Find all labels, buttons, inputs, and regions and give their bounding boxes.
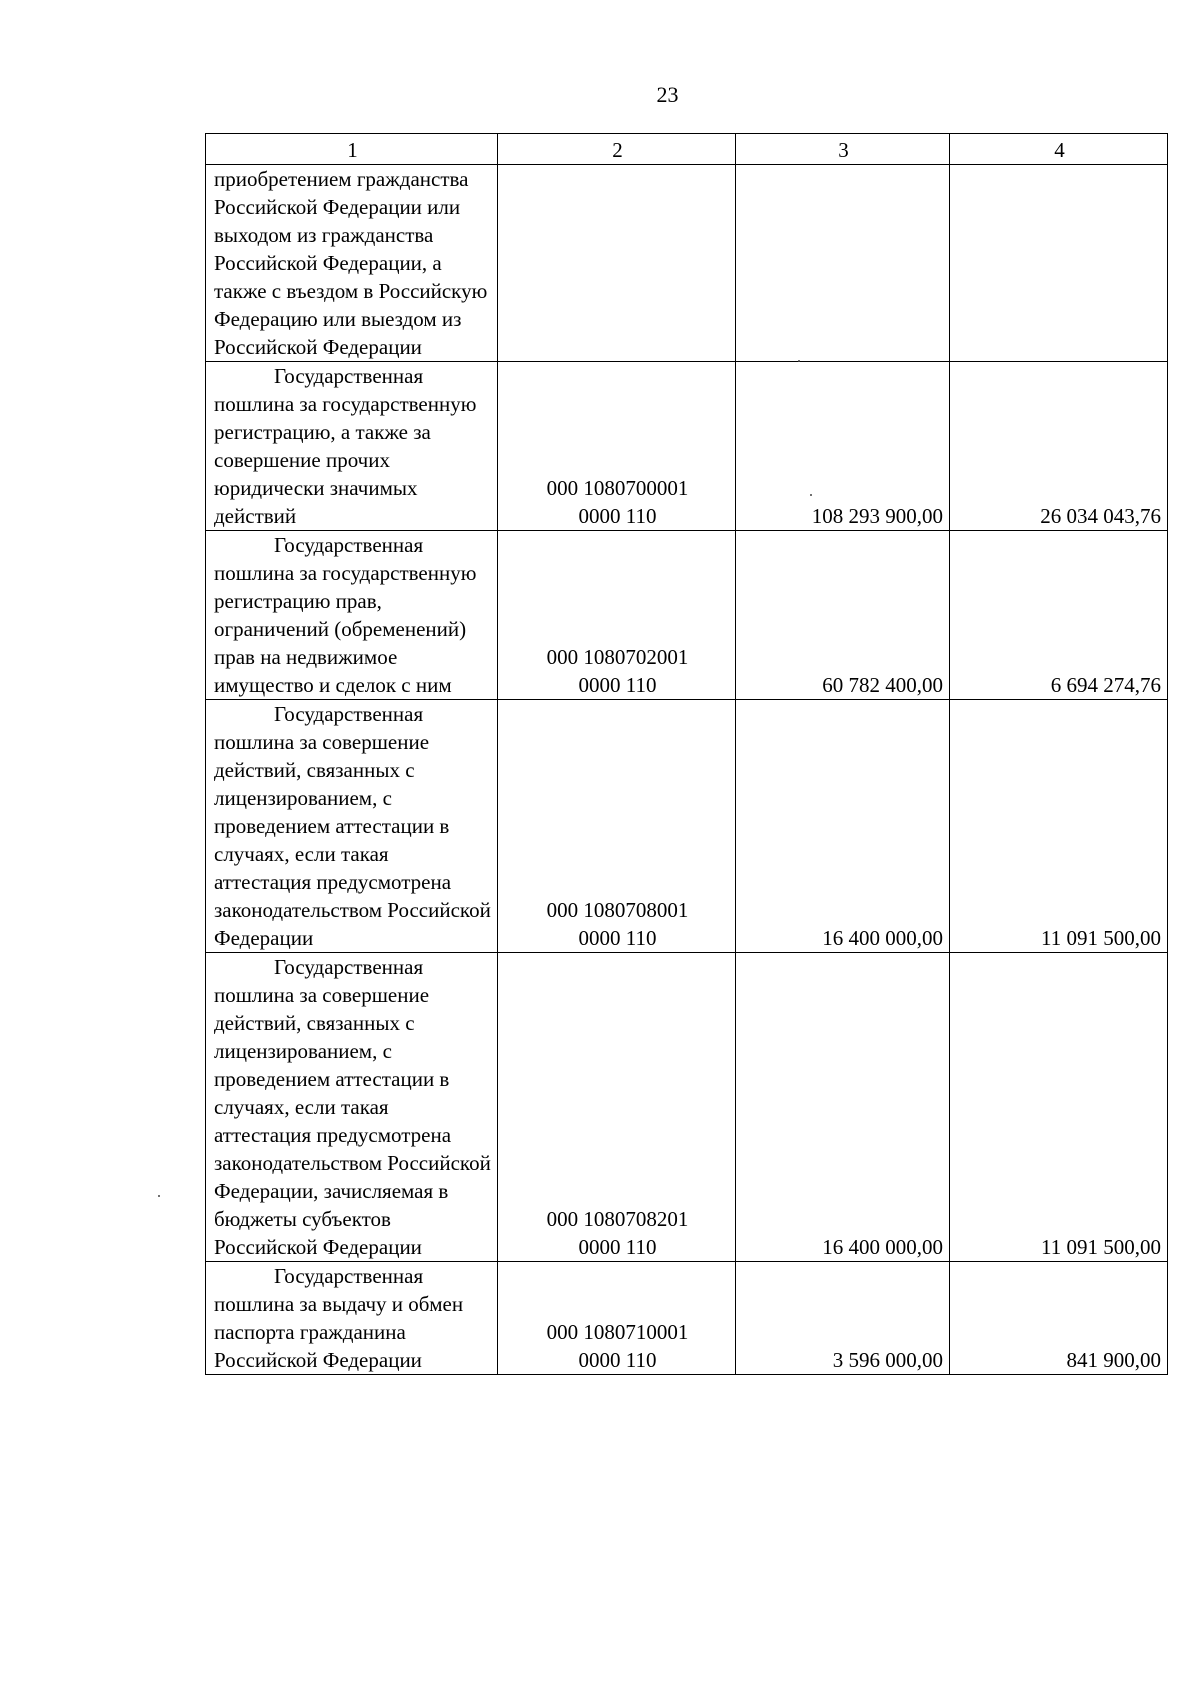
plan-amount-cell: 16 400 000,00 xyxy=(736,953,950,1262)
table-row xyxy=(206,700,1168,953)
revenue-name-cell xyxy=(206,531,498,700)
page-number: 23 xyxy=(656,82,679,107)
revenue-name-cell xyxy=(206,700,498,953)
revenue-name-first-line: Государственная xyxy=(274,1264,424,1288)
table-row xyxy=(206,362,1168,531)
table-row xyxy=(206,953,1168,1262)
revenue-name-text: приобретением гражданства Российской Федерации или выходом из гражданства Российской Федерации, а также с въездом в Российскую Федерацию или выездом из Российской Федерации xyxy=(214,167,488,359)
revenue-name-first-line: Государственная xyxy=(274,533,424,557)
scan-speck xyxy=(798,360,800,362)
revenue-name-text: пошлина за государственную регистрацию прав, ограничений (обременений) прав на недвижимое имущество и сделок с ним xyxy=(214,561,477,697)
revenue-name-first-line: Государственная xyxy=(274,955,424,979)
revenue-name-cell xyxy=(206,1262,498,1375)
table-body xyxy=(206,165,1168,1375)
column-header-3: 3 xyxy=(736,134,950,165)
column-header-2: 2 xyxy=(498,134,736,165)
revenue-name-text: пошлина за совершение действий, связанных с лицензированием, с проведением аттестации в случаях, если такая аттестация предусмотрена законодательством Российской Федерации, зачисляемая в бюджеты субъектов Российской Федерации xyxy=(214,983,491,1259)
revenue-name-cell xyxy=(206,165,498,362)
budget-code-cell: 000 1080702001 0000 110 xyxy=(498,531,736,700)
revenue-name-cell xyxy=(206,362,498,531)
scan-speck xyxy=(810,494,812,496)
budget-code-cell: 000 1080708001 0000 110 xyxy=(498,700,736,953)
header-row xyxy=(206,134,1168,165)
table-row xyxy=(206,531,1168,700)
revenue-name-text: пошлина за совершение действий, связанных с лицензированием, с проведением аттестации в случаях, если такая аттестация предусмотрена законодательством Российской Федерации xyxy=(214,730,491,950)
table-row xyxy=(206,165,1168,362)
revenue-name-first-line: Государственная xyxy=(274,364,424,388)
table-header xyxy=(206,134,1168,165)
executed-amount-cell xyxy=(950,165,1168,362)
executed-amount-cell: 11 091 500,00 xyxy=(950,700,1168,953)
revenue-name-text: пошлина за государственную регистрацию, а также за совершение прочих юридически значимых действий xyxy=(214,392,477,528)
executed-amount-cell: 6 694 274,76 xyxy=(950,531,1168,700)
executed-amount-cell: 841 900,00 xyxy=(950,1262,1168,1375)
plan-amount-cell xyxy=(736,165,950,362)
revenue-name-first-line: Государственная xyxy=(274,702,424,726)
budget-code-cell xyxy=(498,165,736,362)
table-row xyxy=(206,1262,1168,1375)
budget-table xyxy=(205,133,1168,1375)
executed-amount-cell: 11 091 500,00 xyxy=(950,953,1168,1262)
executed-amount-cell: 26 034 043,76 xyxy=(950,362,1168,531)
column-header-1: 1 xyxy=(206,134,498,165)
budget-code-cell: 000 1080710001 0000 110 xyxy=(498,1262,736,1375)
budget-code-cell: 000 1080708201 0000 110 xyxy=(498,953,736,1262)
column-header-4: 4 xyxy=(950,134,1168,165)
scan-speck xyxy=(158,1195,160,1197)
budget-table-container xyxy=(205,133,1167,1375)
revenue-name-text: пошлина за выдачу и обмен паспорта гражданина Российской Федерации xyxy=(214,1292,464,1372)
plan-amount-cell: 16 400 000,00 xyxy=(736,700,950,953)
plan-amount-cell: 60 782 400,00 xyxy=(736,531,950,700)
budget-code-cell: 000 1080700001 0000 110 xyxy=(498,362,736,531)
plan-amount-cell: 108 293 900,00 xyxy=(736,362,950,531)
plan-amount-cell: 3 596 000,00 xyxy=(736,1262,950,1375)
revenue-name-cell xyxy=(206,953,498,1262)
